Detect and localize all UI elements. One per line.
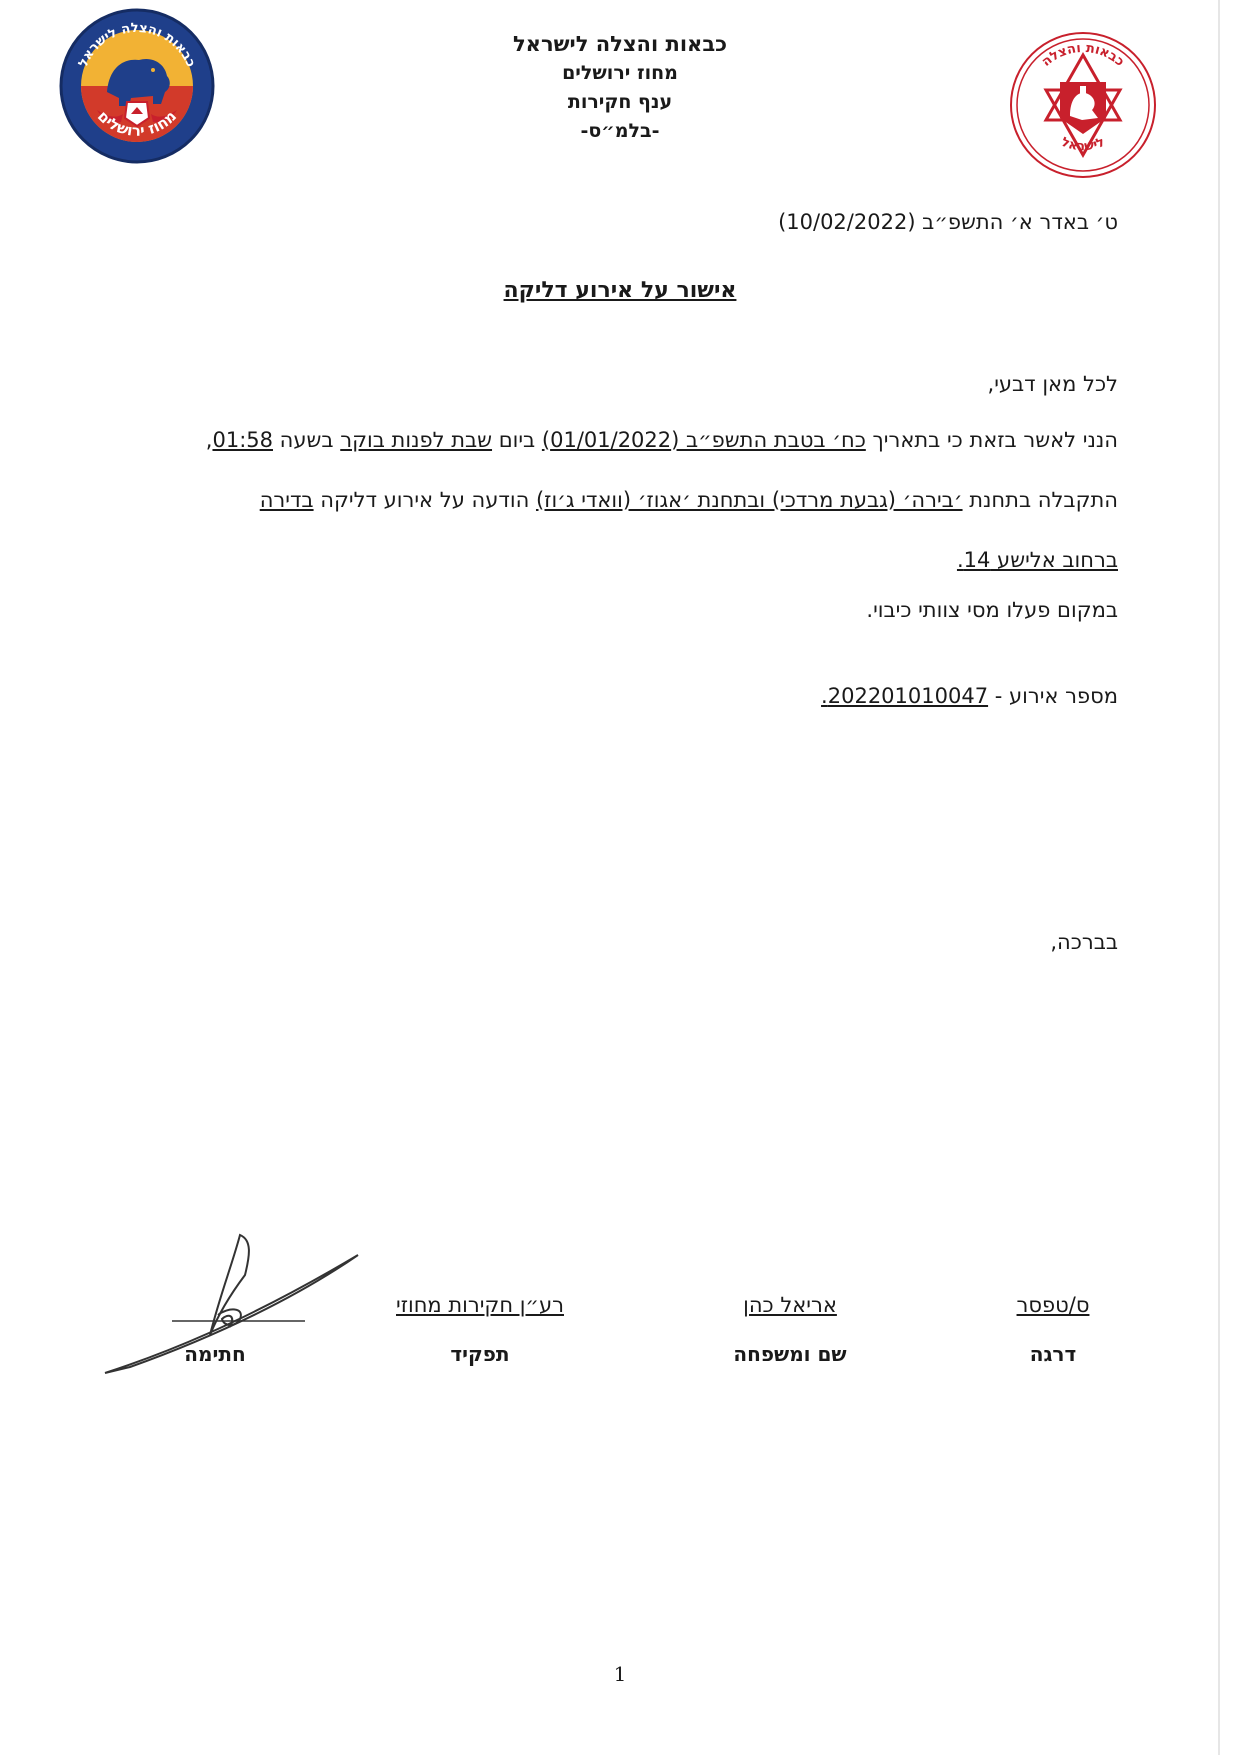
body-line-2 bbox=[260, 486, 1118, 514]
role-label: תפקיד bbox=[450, 1342, 510, 1366]
left-logo-top-text: כבאות והצלה לישראל bbox=[75, 20, 199, 70]
line1-text-a: הנני לאשר בזאת כי בתאריך bbox=[865, 428, 1118, 452]
svg-text:כבאות והצלה bbox=[1039, 41, 1127, 70]
handwritten-signature bbox=[100, 1215, 370, 1385]
line1-text-d: , bbox=[205, 428, 213, 452]
classification: -בלמ״ס- bbox=[580, 120, 660, 142]
name-label: שם ומשפחה bbox=[733, 1342, 847, 1366]
line1-time: 01:58 bbox=[212, 428, 273, 452]
signature-col-name bbox=[700, 1290, 880, 1366]
line1-text-c: בשעה bbox=[273, 428, 341, 452]
right-logo-bottom-text: לישראל bbox=[1058, 134, 1108, 155]
district-name: מחוז ירושלים bbox=[562, 62, 678, 84]
signature-label: חתימה bbox=[184, 1342, 246, 1366]
signature-col-rank bbox=[988, 1290, 1118, 1366]
event-number: 202201010047. bbox=[821, 684, 989, 708]
body-line-3 bbox=[957, 546, 1118, 574]
scan-edge-line bbox=[1218, 0, 1220, 1755]
line1-hebrew-date: כח׳ בטבת התשפ״ב (01/01/2022) bbox=[541, 428, 866, 452]
role-value: רע״ן חקירות מחוזי bbox=[396, 1293, 564, 1317]
greeting: לכל מאן דבעי, bbox=[987, 372, 1118, 396]
closing-greeting: בברכה, bbox=[1050, 930, 1118, 954]
name-value: אריאל כהן bbox=[743, 1293, 837, 1317]
svg-text:לישראל bbox=[1059, 135, 1107, 155]
document-title: אישור על אירוע דליקה bbox=[503, 278, 737, 303]
event-number-label: מספר אירוע - bbox=[988, 684, 1118, 708]
rank-label: דרגה bbox=[1029, 1342, 1077, 1366]
right-logo-top-text: כבאות והצלה bbox=[1039, 40, 1128, 70]
jerusalem-district-logo bbox=[57, 6, 217, 166]
letterhead bbox=[420, 30, 820, 146]
body-line-1 bbox=[206, 426, 1118, 454]
event-number-line bbox=[821, 682, 1118, 710]
line2-text-b: הודעה על אירוע דליקה bbox=[313, 488, 536, 512]
document-date: ט׳ באדר א׳ התשפ״ב (10/02/2022) bbox=[778, 210, 1118, 234]
left-logo-bottom-text: מחוז ירושלים bbox=[93, 107, 181, 140]
body-line-4: במקום פעלו מסי צוותי כיבוי. bbox=[866, 598, 1118, 622]
org-name: כבאות והצלה לישראל bbox=[512, 32, 728, 56]
line2-place: בדירה bbox=[259, 488, 314, 512]
signature-col-role bbox=[360, 1290, 600, 1366]
rank-value: ס/טפסר bbox=[1016, 1293, 1090, 1317]
fire-rescue-israel-logo bbox=[1008, 30, 1158, 180]
page-number: 1 bbox=[613, 1662, 627, 1686]
line2-text-a: התקבלה בתחנת bbox=[962, 488, 1118, 512]
line1-day: שבת לפנות בוקר bbox=[340, 428, 493, 452]
line2-stations: ׳בירה׳ (גבעת מרדכי) ובתחנת ׳אגוז׳ (וואדי ג׳וז) bbox=[535, 488, 963, 512]
line3-address: ברחוב אלישע 14. bbox=[956, 548, 1118, 572]
branch-name: ענף חקירות bbox=[567, 91, 673, 113]
line1-text-b: ביום bbox=[492, 428, 542, 452]
